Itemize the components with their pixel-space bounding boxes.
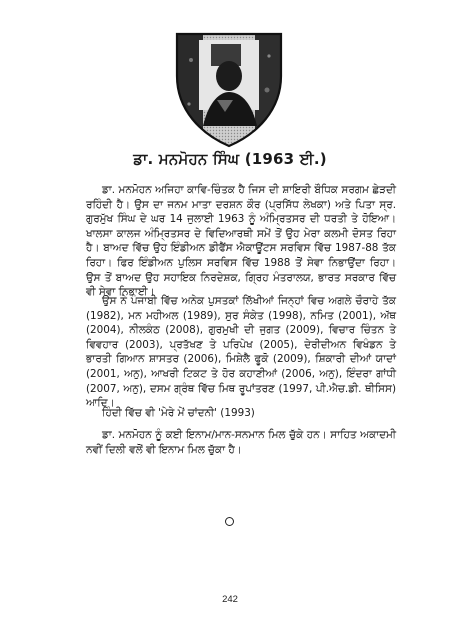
paragraph-books: ਉਸ ਨੇ ਪੰਜਾਬੀ ਵਿੱਚ ਅਨੇਕ ਪੁਸਤਕਾਂ ਲਿੱਖੀਆਂ ਜਿਨ੍ਹਾਂ ਵਿਚ ਅਗਲੇ ਚੌਰਾਹੇ ਤੱਕ (1982), ਮਨ ਮਹੀਅਲ (1989), ਸੁਰ ਸੰਕੇਤ (1998), ਨਮਿਤ (2001), ਅੱਥ (2004), ਨੀਲਕੰਠ (2008), ਗੁਰਮੁਖੀ ਦੀ ਜੁਗਤ (2009), ਵਿਚਾਰ ਚਿੰਤਨ ਤੇ ਵਿਵਹਾਰ (2003), ਪ੍ਰਤੱਖਣ ਤੇ ਪਰਿਪੇਖ (2005), ਦੇਰੀਦੀਅਨ ਵਿਖੰਡਨ ਤੇ ਭਾਰਤੀ ਗਿਆਨ ਸ਼ਾਸਤਰ (2006), ਮਿਸ਼ੇਲੈ ਫੂਕੋ (2009), ਸ਼ਿਕਾਰੀ ਦੀਆਂ ਯਾਦਾਂ (2001, ਅਨੁ), ਆਖਰੀ ਟਿਕਟ ਤੇ ਹੋਰ ਕਹਾਣੀਆਂ (2006, ਅਨੁ), ਇੰਦਰਾ ਗਾਂਧੀ (2007, ਅਨੁ), ਦਸਮ ਗ੍ਰੰਥ ਵਿੱਚ ਮਿਥ ਰੂਪਾਂਤਰਣ (1997, ਪੀ.ਐਚ.ਡੀ. ਥੀਸਿਸ) ਆਦਿ। bbox=[86, 295, 396, 410]
paragraph-biography: ਡਾ. ਮਨਮੋਹਨ ਅਜਿਹਾ ਕਾਵਿ-ਚਿੰਤਕ ਹੈ ਜਿਸ ਦੀ ਸ਼ਾਇਰੀ ਬੌਧਿਕ ਸਰਗਮ ਛੇੜਦੀ ਰਹਿੰਦੀ ਹੈ। ਉਸ ਦਾ ਜਨਮ ਮਾਤਾ ਦਰਸ਼ਨ ਕੌਰ (ਪ੍ਰਸਿੱਧ ਲੇਖਕਾ) ਅਤੇ ਪਿਤਾ ਸ੍ਰ. ਗੁਰਮੁੱਖ ਸਿੰਘ ਦੇ ਘਰ 14 ਜੁਲਾਈ 1963 ਨੂੰ ਅੰਮ੍ਰਿਤਸਰ ਦੀ ਧਰਤੀ ਤੇ ਹੋਇਆ। ਖਾਲਸਾ ਕਾਲਜ ਅੰਮ੍ਰਿਤਸਰ ਦੇ ਵਿਦਿਆਰਥੀ ਸਮੇਂ ਤੋਂ ਉਹ ਮੇਰਾ ਕਲਮੀ ਦੋਸਤ ਰਿਹਾ ਹੈ। ਬਾਅਦ ਵਿੱਚ ਉਹ ਇੰਡੀਅਨ ਡੀਫੈਂਸ ਐਕਾਊਂਟਸ ਸਰਵਿਸ ਵਿੱਚ 1987-88 ਤੱਕ ਰਿਹਾ। ਫਿਰ ਇੰਡੀਅਨ ਪੁਲਿਸ ਸਰਵਿਸ ਵਿੱਚ 1988 ਤੋਂ ਸੇਵਾ ਨਿਭਾਉਂਦਾ ਰਿਹਾ। ਉਸ ਤੋਂ ਬਾਅਦ ਉਹ ਸਹਾਇਕ ਨਿਰਦੇਸ਼ਕ, ਗ੍ਰਿਹ ਮੰਤਰਾਲਯ, ਭਾਰਤ ਸਰਕਾਰ ਵਿੱਚ ਵੀ ਸੇਵਾ ਨਿਭਾਈ। bbox=[86, 184, 396, 299]
paragraph-hindi-work: ਹਿੰਦੀ ਵਿੱਚ ਵੀ 'ਮੇਰੇ ਮੇਂ ਚਾਂਦਨੀ' (1993) bbox=[102, 407, 255, 419]
paragraph-awards: ਡਾ. ਮਨਮੋਹਨ ਨੂੰ ਕਈ ਇਨਾਮ/ਮਾਨ-ਸਨਮਾਨ ਮਿਲ ਚੁੱਕੇ ਹਨ। ਸਾਹਿਤ ਅਕਾਦਮੀ ਨਵੀਂ ਦਿਲੀ ਵਲੋਂ ਵੀ ਇਨਾਮ ਮਿਲ ਚੁੱਕਾ ਹੈ। bbox=[86, 429, 396, 456]
author-portrait-shield bbox=[173, 30, 285, 148]
page-title: ਡਾ. ਮਨਮੋਹਨ ਸਿੰਘ (1963 ਈ.) bbox=[133, 150, 327, 168]
circle-end-mark-icon bbox=[225, 517, 234, 526]
page-number: 242 bbox=[222, 594, 238, 605]
